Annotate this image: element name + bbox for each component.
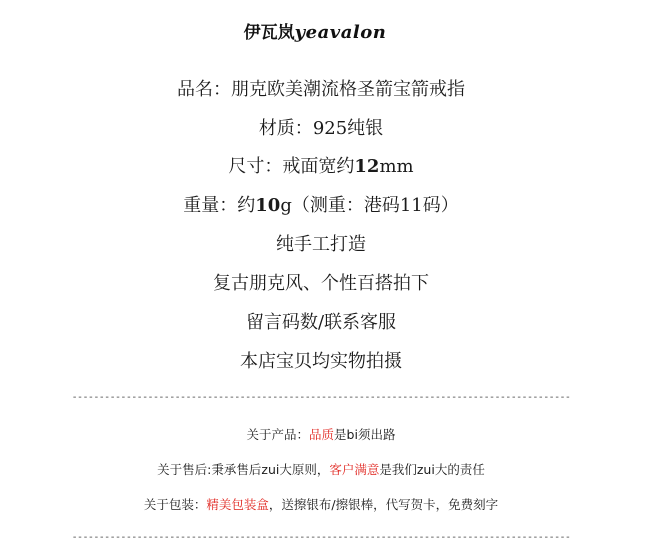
brand-name-latin: yeavalon: [294, 22, 387, 43]
spec-label: 尺寸：: [228, 156, 283, 177]
spec-value: 约: [237, 195, 256, 216]
spec-style: 复古朋克风、个性百搭拍下: [213, 273, 429, 294]
note-package: [0, 496, 642, 514]
note-text: 是bi须出路: [334, 427, 396, 442]
spec-weight: [0, 194, 642, 218]
note-highlight: 品质: [309, 427, 335, 442]
note-aftersale: [0, 461, 642, 479]
note-text: 是我们zui大的责任: [379, 462, 485, 477]
spec-number: 12: [354, 156, 380, 177]
spec-value: 朋克欧美潮流格圣箭宝箭戒指: [231, 79, 465, 100]
spec-size: [0, 155, 642, 179]
spec-value: 925纯银: [312, 118, 384, 139]
spec-unit: mm: [379, 156, 414, 177]
spec-number: 10: [255, 195, 281, 216]
spec-material: [0, 117, 642, 141]
brand-title: [0, 18, 630, 43]
spec-label: 品名：: [177, 79, 231, 100]
note-label: 关于产品：: [246, 427, 310, 442]
note-highlight: 精美包装盒: [206, 497, 269, 512]
spec-handmade: 纯手工打造: [276, 234, 366, 255]
spec-label: 材质：: [258, 118, 313, 139]
spec-message: 留言码数/联系客服: [245, 312, 397, 333]
brand-name-cn: 伊瓦岚: [243, 23, 295, 43]
note-product: [0, 426, 642, 444]
note-label: 关于包装：: [143, 497, 207, 512]
divider-top: --------------------------------------------------------------------------------------------: [71, 392, 571, 403]
divider-bottom: --------------------------------------------------------------------------------------------: [71, 532, 571, 543]
spec-photo: 本店宝贝均实物拍摄: [240, 351, 402, 372]
note-highlight: 客户满意: [329, 462, 380, 477]
spec-value-suffix: g（测重：港码11码）: [280, 195, 459, 216]
note-text: ，送擦银布/擦银棒，代写贺卡，免费刻字: [268, 497, 499, 512]
spec-value: 戒面宽约: [282, 156, 355, 177]
spec-product-name: [0, 78, 642, 102]
note-label: 关于售后:秉承售后zui大原则，: [157, 462, 330, 477]
spec-label: 重量：: [183, 195, 238, 216]
